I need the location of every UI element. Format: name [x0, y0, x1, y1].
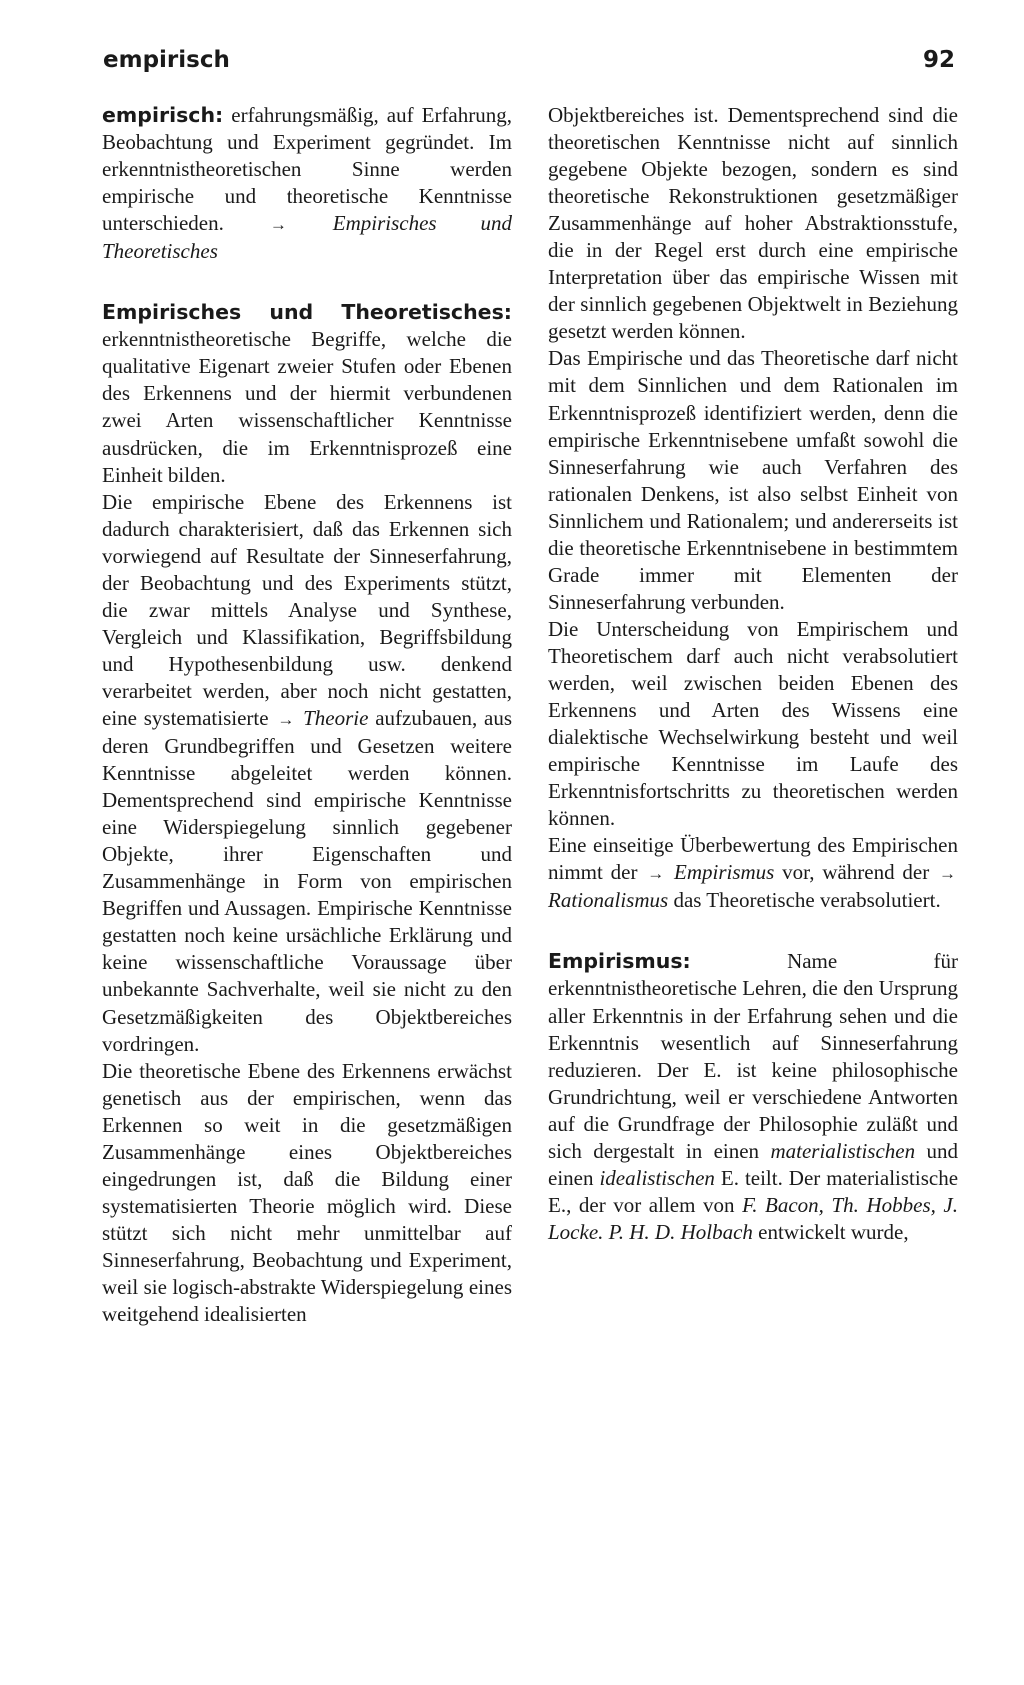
left-column — [102, 102, 512, 1328]
empirismus-text-3: E. teilt. Der materialistische E., der vor allem von — [548, 1165, 959, 1217]
entry-empirisch — [102, 102, 512, 265]
empirismus-text-1: Name für erkenntnistheoretische Lehren, die den Ursprung aller Erkenntnis in der Erfahrung sehen und die Erkenntnis wesentlich auf Sinneserfahrung reduzieren. Der E. ist keine philosophische Grundrichtung, weil er verschiedene Antworten auf die Grundfrage der Philosophie zuläßt und sich dergestalt in einen — [548, 949, 958, 1163]
crossref-empirismus: Empirismus — [674, 860, 775, 885]
term-materialistischen: materialistischen — [770, 1138, 916, 1163]
definition-paragraph-3: Die theoretische Ebene des Erkennens erwächst genetisch aus der empirischen, wenn das Erkennen so weit in die gesetzmäßigen Zusammenhänge eines Objektbereiches eingedrungen ist, daß die Bildung einer systematisierten Theorie möglich wird. Diese stützt sich nicht mehr unmittelbar auf Sinneserfahrung, Beobachtung und Experiment, weil sie logisch-abstrakte Widerspiegelung eines weitgehend idealisierten — [102, 1058, 512, 1327]
headword-empirisches-und-theoretisches: Empirisches und Theoretisches: — [102, 300, 512, 325]
continuation-paragraph-3: Die Unterscheidung von Empirischem und Theoretischem darf auch nicht verabsolutiert werden, weil zwischen beiden Ebenen des Erkennens und Arten des Wissens eine dialektische Wechselwirkung besteht und weil empirische Kenntnisse im Laufe des Erkenntnisfortschritts zu theoretischen werden können. — [548, 616, 958, 831]
headword-empirismus: Empirismus: — [548, 949, 691, 974]
paragraph-2-text-after: aufzubauen, aus deren Grundbegriffen und Gesetzen weitere Kenntnisse abgeleitet werden können. Dementsprechend sind empirische Kenntnisse eine Widerspiegelung sinnlich gegebener Objekte, ihrer Eigenschaften und Zusammenhänge in Form von empirischen Begriffen und Aussagen. Empirische Kenntnisse gestatten noch keine ursächliche Erklärung und keine wissenschaftliche Voraussage über unbekannte Sachverhalte, weil sie nicht zu den Gesetzmäßigkeiten des Objektbereiches vordringen. — [102, 705, 513, 1056]
page-number: 92 — [922, 47, 955, 73]
paragraph-2-text-before: Die empirische Ebene des Erkennens ist dadurch charakterisiert, daß das Erkennen sich vorwiegend auf Resultate der Sinneserfahrung, der Beobachtung und des Experiments stützt, die zwar mittels Analyse und Synthese, Vergleich und Klassifikation, Begriffsbildung und Hypothesenbildung usw. denkend verarbeitet werden, aber noch nicht gestatten, eine systematisierte — [102, 489, 512, 730]
crossref-arrow-icon: → — [269, 215, 287, 235]
philosopher-names: F. Bacon, Th. Hobbes, J. Locke. P. H. D. Holbach — [548, 1192, 959, 1244]
crossref-empirisches-und-theoretisches: Empirisches und Theoretisches — [102, 211, 513, 264]
definition-text: erfahrungsmäßig, auf Erfahrung, Beobachtung und Experiment gegründet. Im erkenntnistheoretischen Sinne werden empirische und theoretische Kenntnisse unterschieden. — [102, 103, 513, 236]
crossref-theorie: Theorie — [303, 705, 369, 730]
running-headword: empirisch — [103, 47, 230, 73]
paragraph-4-text-middle: vor, während der — [782, 860, 930, 885]
empirismus-text-2: und einen — [548, 1138, 958, 1190]
continuation-paragraph-4 — [548, 832, 958, 914]
continuation-paragraph-1: Objektbereiches ist. Dementsprechend sind die theoretischen Kenntnisse nicht auf sinnlich gegebene Objekte bezogen, sondern es sind theoretische Rekonstruktionen gesetzmäßiger Zusammenhänge auf hoher Abstraktionsstufe, die in der Regel erst durch eine empirische Interpretation über das empirische Wissen mit der sinnlich gegebenen Objektwelt in Beziehung gesetzt werden können. — [548, 103, 958, 344]
definition-paragraph-2 — [102, 489, 512, 1058]
right-column — [548, 102, 958, 1246]
continuation-paragraph-2: Das Empirische und das Theoretische darf nicht mit dem Sinnlichen und dem Rationalen im Erkenntnisprozeß identifiziert werden, denn die empirische Erkenntnisebene umfaßt sowohl die Sinneserfahrung wie auch Verfahren des rationalen Denkens, ist also selbst Einheit von Sinnlichem und Rationalem; und andererseits ist die theoretische Erkenntnisebene in bestimmtem Grade immer mit Elementen der Sinneserfahrung verbunden. — [548, 346, 958, 614]
definition-paragraph-1: erkenntnistheoretische Begriffe, welche die qualitative Eigenart zweier Stufen oder Ebenen des Erkennens und der hiermit verbundenen zwei Arten wissenschaftlicher Kenntnisse ausdrücken, die im Erkenntnisprozeß eine Einheit bilden. — [102, 327, 512, 487]
crossref-arrow-icon: → — [647, 864, 665, 884]
entry-empirismus — [548, 948, 958, 1246]
paragraph-4-text-before: Eine einseitige Überbewertung des Empirischen nimmt der — [548, 833, 958, 885]
entry-empirisches-und-theoretisches — [102, 299, 512, 488]
crossref-arrow-icon: → — [277, 709, 295, 729]
headword-empirisch: empirisch: — [102, 103, 224, 127]
crossref-arrow-icon: → — [939, 864, 956, 884]
crossref-rationalismus: Rationalismus — [548, 888, 669, 913]
term-idealistischen: idealistischen — [599, 1165, 715, 1190]
running-head — [103, 47, 955, 81]
empirismus-text-4: entwickelt wurde, — [758, 1219, 909, 1244]
paragraph-4-text-after: das Theoretische verabsolutiert. — [673, 888, 941, 913]
